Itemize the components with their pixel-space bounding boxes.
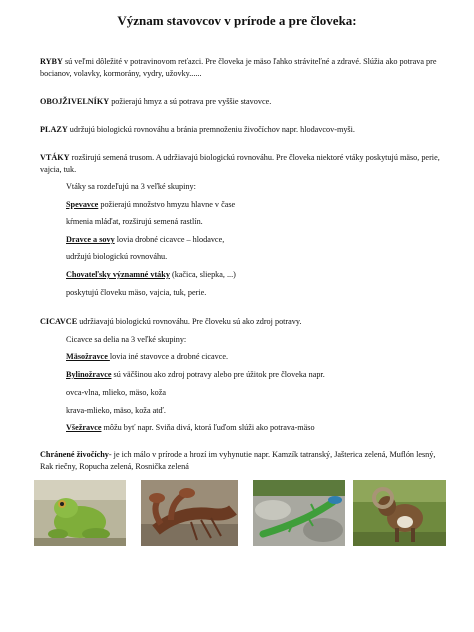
masozravce-heading: Mäsožravce [66, 352, 110, 361]
masozravce-text: lovia iné stavovce a drobné cicavce. [109, 352, 229, 361]
tree-frog-photo [34, 480, 126, 546]
heading-obojzivelniky: OBOJŽIVELNÍKY [40, 97, 110, 106]
photo-strip [34, 480, 446, 546]
text-obojzivelniky: požierajú hmyz a sú potrava pre vyššie stavovce. [109, 97, 272, 106]
page-title: Význam stavovcov v prírode a pre človeka: [117, 13, 357, 28]
bylinozravce-text: sú väčšinou ako zdroj potravy alebo pre úžitok pre človeka napr. [111, 370, 325, 379]
vsezravce-heading: Všežravce [66, 423, 102, 432]
chovatelsky-heading: Chovateľsky významné vtáky [66, 270, 170, 279]
bylinozravce-text-2: ovca-vlna, mlieko, mäso, koža [66, 388, 167, 397]
spevavce-text-2: kŕmenia mláďat, rozširujú semená rastlín. [66, 217, 203, 226]
paragraph-chranene [40, 449, 445, 472]
spevavce-text: požierajú množstvo hmyzu hlavne v čase [98, 200, 236, 209]
vsezravce-text: môžu byť napr. Sviňa divá, ktorá ľuďom slúži ako potrava-mäso [101, 423, 315, 432]
vtaky-groups-intro: Vtáky sa rozdeľujú na 3 veľké skupiny: [66, 182, 196, 191]
mouflon-photo [353, 480, 446, 546]
cicavce-groups-intro: Cicavce sa delia na 3 veľké skupiny: [66, 335, 187, 344]
text-plazy: udržujú biologickú rovnováhu a bránia premnoženiu živočíchov napr. hlodavcov-myši. [67, 125, 355, 134]
vtaky-chovatelsky [66, 269, 446, 280]
cicavce-bylinozravce [66, 369, 446, 380]
dravce-text: lovia drobné cicavce – hlodavce, [114, 235, 225, 244]
crayfish-photo [141, 480, 238, 546]
chovatelsky-text-2: poskytujú človeku mäso, vajcia, tuk, perie. [66, 288, 207, 297]
paragraph-obojzivelniky [40, 96, 445, 108]
text-ryby: sú veľmi dôležité v potravinovom reťazci. Pre človeka je mäso ľahko stráviteľné a zdravé. Slúžia ako potrava pre bocianov, volavky, kormorány, vydry, užovky...... [40, 57, 437, 78]
heading-chranene: Chránené živočíchy [40, 450, 109, 459]
chovatelsky-text: (kačica, sliepka, ...) [169, 270, 236, 279]
cicavce-vsezravce [66, 422, 446, 433]
heading-ryby: RYBY [40, 57, 63, 66]
bylinozravce-heading: Bylinožravce [66, 370, 112, 379]
bylinozravce-text-3: krava-mlieko, mäso, koža atď. [66, 406, 166, 415]
paragraph-vtaky [40, 152, 445, 175]
heading-cicavce: CICAVCE [40, 317, 78, 326]
paragraph-cicavce [40, 316, 445, 328]
vtaky-spevavce [66, 199, 446, 210]
text-chranene: - je ich málo v prírode a hrozí im vyhynutie napr. Kamzík tatranský, Jašterica zelená, Muflón lesný, Rak riečny, Ropucha zelená, Rosnička zelená [40, 450, 436, 471]
text-vtaky: rozširujú semená trusom. A udržiavajú biologickú rovnováhu. Pre človeka niektoré vtáky poskytujú mäso, perie, vajcia, tuk. [40, 153, 440, 174]
dravce-heading: Dravce a sovy [66, 235, 115, 244]
heading-vtaky: VTÁKY [40, 153, 70, 162]
paragraph-ryby [40, 56, 445, 79]
green-lizard-photo [253, 480, 345, 546]
heading-plazy: PLAZY [40, 125, 68, 134]
dravce-text-2: udržujú biologickú rovnováhu. [66, 252, 168, 261]
spevavce-heading: Spevavce [66, 200, 99, 209]
vtaky-dravce [66, 234, 446, 245]
text-cicavce: udržiavajú biologickú rovnováhu. Pre človeku sú ako zdroj potravy. [77, 317, 302, 326]
paragraph-plazy [40, 124, 445, 136]
cicavce-masozravce [66, 351, 446, 362]
